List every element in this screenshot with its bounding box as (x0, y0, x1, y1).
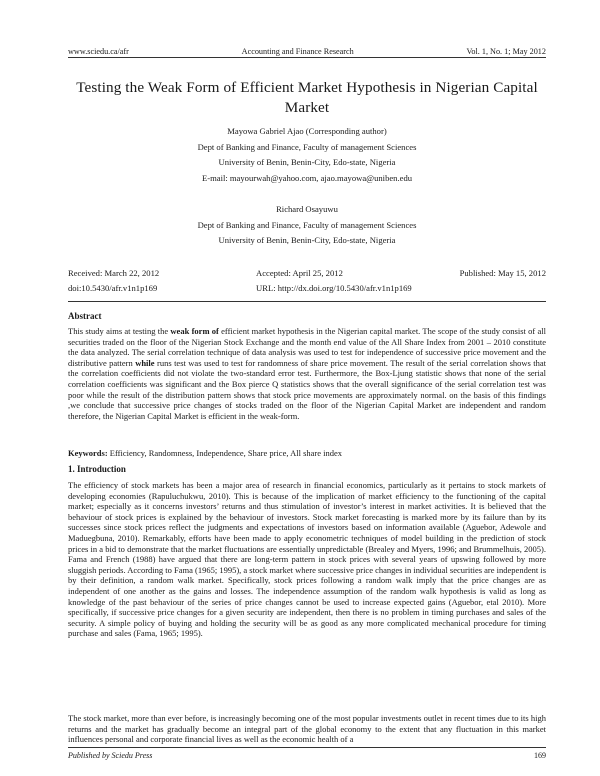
journal-url[interactable]: www.sciedu.ca/afr (68, 47, 129, 56)
author-name: Richard Osayuwu (276, 204, 338, 214)
published-date: Published: May 15, 2012 (459, 268, 546, 278)
publication-dates (68, 266, 546, 296)
author-affiliation: Dept of Banking and Finance, Faculty of management Sciences (197, 219, 417, 230)
page-footer (68, 751, 546, 760)
keywords-label: Keywords: (68, 448, 108, 458)
author-address: University of Benin, Benin-City, Edo-state, Nigeria (218, 235, 396, 246)
introduction-heading: 1. Introduction (68, 464, 126, 474)
author-block-2 (68, 202, 546, 249)
author-affiliation: Dept of Banking and Finance, Faculty of management Sciences (197, 141, 417, 152)
accepted-date: Accepted: April 25, 2012 (256, 268, 343, 278)
doi-url[interactable]: URL: http://dx.doi.org/10.5430/afr.v1n1p169 (256, 283, 412, 293)
paper-title: Testing the Weak Form of Efficient Market Hypothesis in Nigerian Capital Market (76, 79, 538, 116)
abstract-heading: Abstract (68, 311, 102, 321)
page-number: 169 (534, 751, 546, 760)
journal-volume: Vol. 1, No. 1; May 2012 (466, 47, 546, 56)
author-name: Mayowa Gabriel Ajao (Corresponding author) (227, 126, 387, 136)
journal-name: Accounting and Finance Research (241, 47, 354, 56)
author-address: University of Benin, Benin-City, Edo-state, Nigeria (218, 157, 396, 168)
received-date: Received: March 22, 2012 (68, 268, 160, 278)
dates-divider (68, 301, 546, 302)
author-email[interactable]: E-mail: mayourwah@yahoo.com, ajao.mayowa@uniben.edu (201, 172, 413, 183)
introduction-paragraph-2: The stock market, more than ever before, is increasingly becoming one of the most popular investments outlet in recent times due to its high returns and the market has gradually become an integral part of the global economy to the extent that any fluctuation in this market influences personal and corporate financial lives as well as the economic health of a (68, 713, 546, 745)
introduction-paragraph-1: The efficiency of stock markets has been a major area of research in financial economics, particularly as it pertains to stock markets of developing economies (Rapuluchukwu, 2010). This is because of the implication of market efficiency to the functioning of the capital market; especially as it concerns investors’ returns and thus stimulation of investor’s interest in market activities. It is believed that the behaviour of stock prices is explained by the behaviour of investors. Stock market forecasting is marked more by its failure than by its successes since stock prices reflect the judgments and expectations of investors based on information available (Aguebor, Adewole and Maduegbuna, 2010). Remarkably, efforts have been made to apply econometric techniques of model building in the prediction of stock prices in a bid to demonstrate that the market fluctuations are essentially unpredictable (Brealey and Myers, 1996; and Brummelhuis, 2005). Fama and French (1988) have argued that there are long-term pattern in stock prices with several years of upswing followed by more sluggish periods. According to Fama (1965; 1995), a stock market where successive price changes in individual securities are independent is by their definition, a random walk market. Specifically, stock prices following a random walk imply that the price changes are as independent of one another as the gains and losses. The independence assumption of the random walk hypothesis is valid as long as knowledge of the past behaviour of the series of price changes cannot be used to increase expected gains (Aguebor, etal 2010). More specifically, if successive price changes for a given security are independent, then there is no problem in timing purchases and sales of the security. A simple policy of buying and holding the security will be as good as any more complicated mechanical procedure for timing purchase and sales (Fama, 1965; 1995). (68, 480, 546, 639)
publisher: Published by Sciedu Press (68, 751, 153, 760)
keywords-text: Efficiency, Randomness, Independence, Share price, All share index (107, 448, 343, 458)
abstract-text: This study aims at testing the weak form of efficient market hypothesis in the Nigerian capital market. The scope of the study consist of all securities traded on the floor of the Nigerian Stock Exchange and the month end value of the All Share Index from 2001 – 2010 constitute the data analyzed. The serial correlation technique of data analysis was used to test for independence of successive price movement and the distributive pattern while runs test was used to test for randomness of share price movement. The result of the serial correlation shows that the correlation coefficients did not violate the two-standard error test. Furthermore, the Box-Ljung statistic shows that none of the serial correlation coefficients was significant and the Box pierce Q statistics shows that the overall significance of the serial correlation test was poor while the result of the distribution pattern shows that stock price movements are approximately normal. on the basis of this findings ,we conclude that successive price changes of stocks traded on the floor of the Nigerian Capital Market are independent and random therefore, the Nigerian Capital Market is efficient in the weak-form. (68, 326, 546, 421)
keywords (68, 448, 546, 459)
header-divider (68, 57, 546, 58)
running-header (68, 42, 546, 56)
footer-divider (68, 747, 546, 748)
doi: doi:10.5430/afr.v1n1p169 (68, 283, 158, 293)
author-block-1 (68, 124, 546, 186)
